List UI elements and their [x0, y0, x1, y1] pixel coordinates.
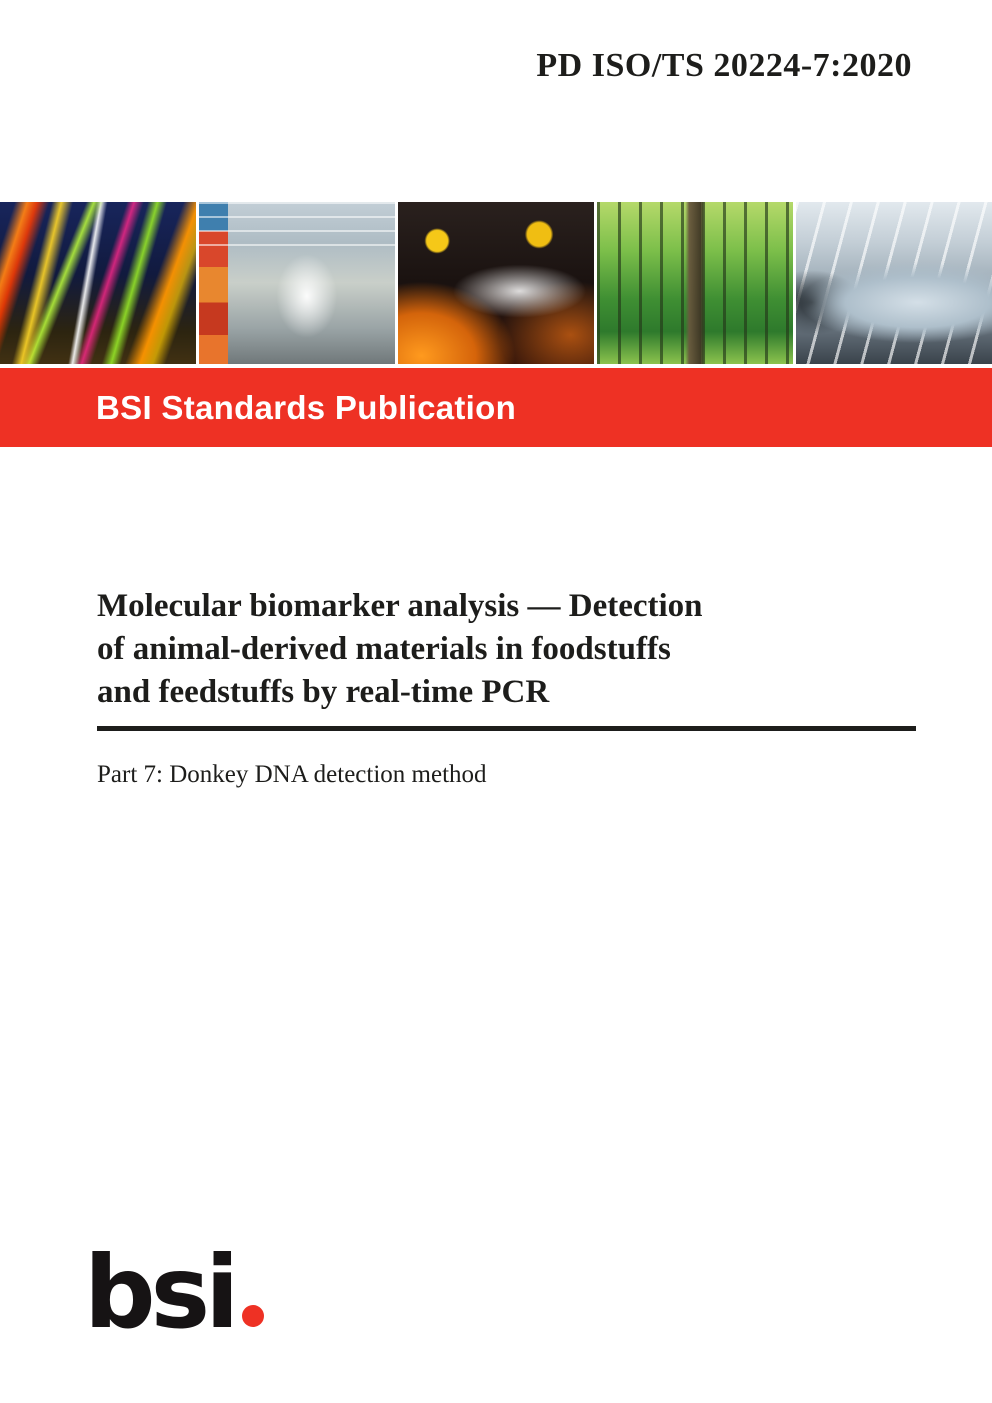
part-subtitle: Part 7: Donkey DNA detection method	[97, 761, 487, 788]
standard-title	[97, 585, 927, 714]
photo-night-traffic-light-trails	[0, 202, 196, 364]
bsi-logo-red-dot-icon	[242, 1305, 264, 1327]
title-line-2: of animal-derived materials in foodstuffs	[97, 631, 671, 667]
banner-label: BSI Standards Publication	[96, 388, 517, 426]
photo-firefighters	[398, 202, 594, 364]
title-line-3: and feedstuffs by real-time PCR	[97, 674, 550, 710]
photo-forest-trees	[597, 202, 793, 364]
bsi-logo	[84, 1234, 264, 1351]
photo-warehouse-worker	[199, 202, 395, 364]
bsi-logo-text: bsi	[84, 1234, 235, 1351]
bsi-banner	[0, 368, 992, 447]
photo-car-assembly-line	[796, 202, 992, 364]
photo-strip	[0, 202, 992, 364]
title-divider-rule	[97, 726, 916, 731]
title-line-1: Molecular biomarker analysis — Detection	[97, 588, 703, 624]
document-number: PD ISO/TS 20224-7:2020	[536, 47, 912, 84]
